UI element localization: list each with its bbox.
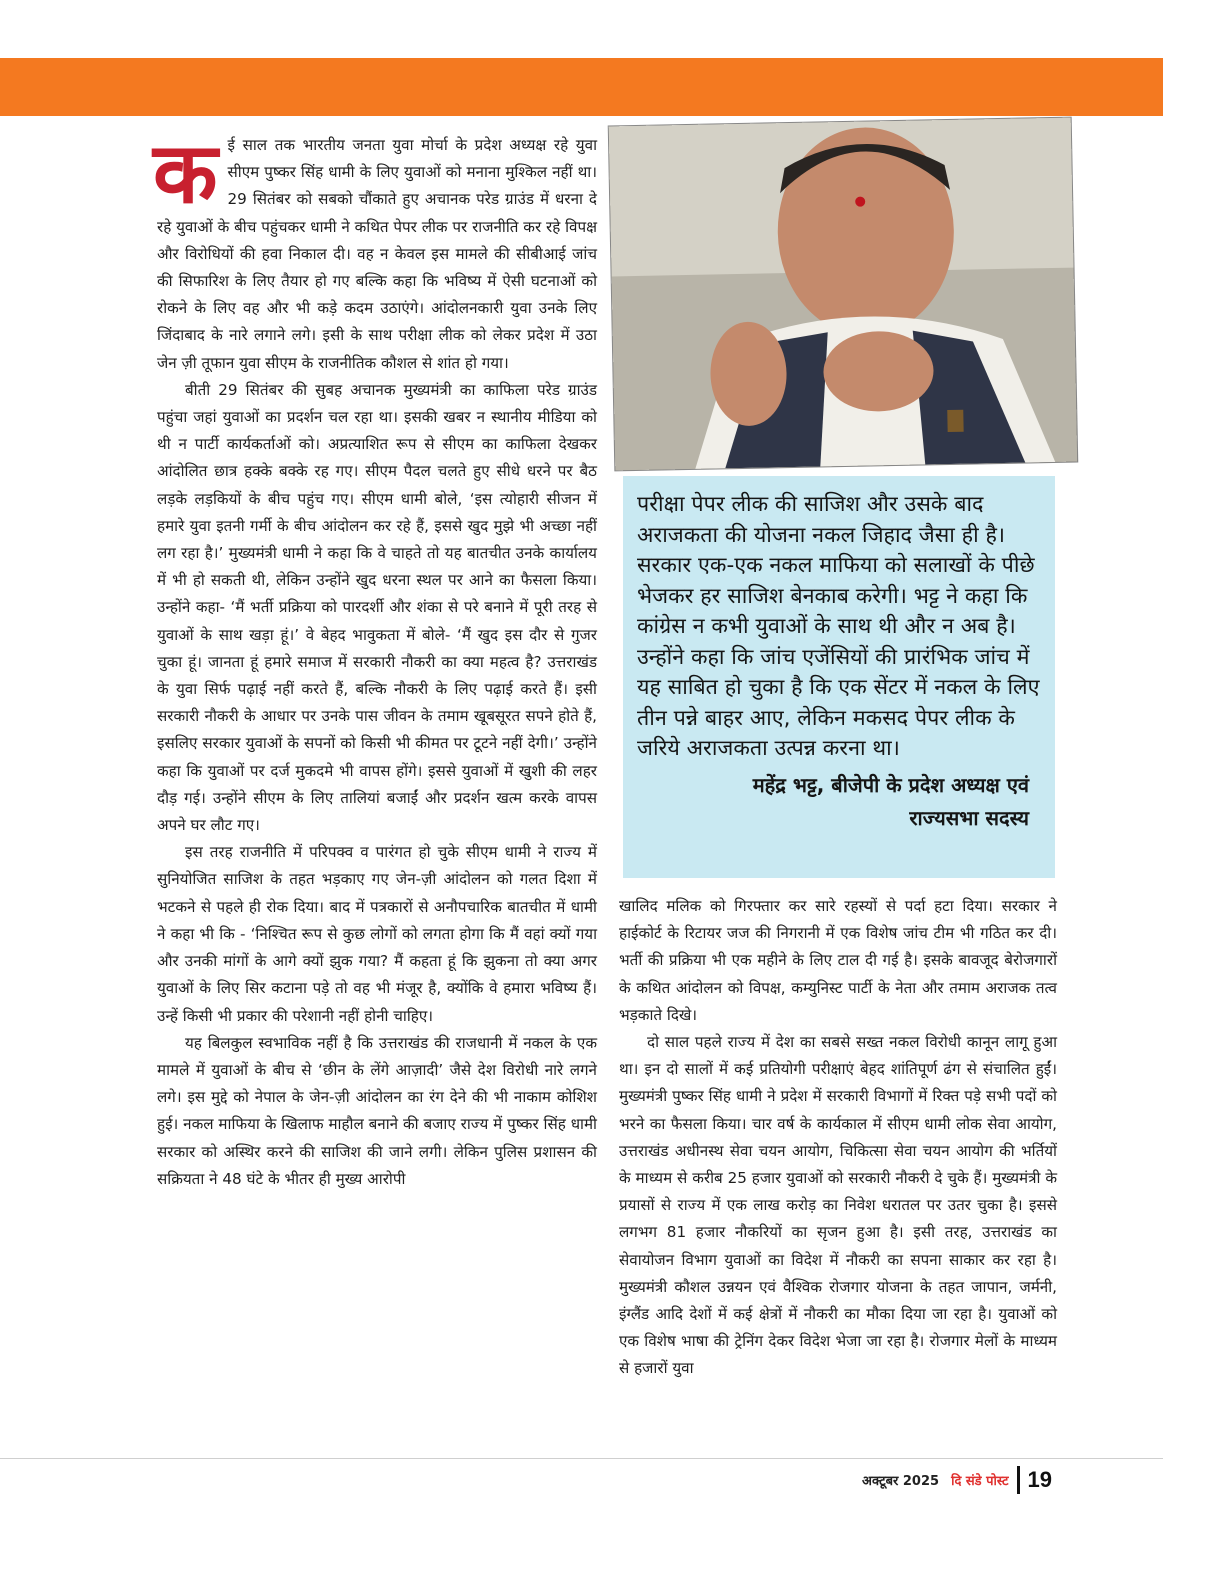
pull-quote-attribution	[637, 769, 1029, 835]
pull-quote-box	[623, 476, 1055, 878]
footer-divider	[0, 1458, 1163, 1459]
article-column-right	[619, 893, 1057, 1383]
page-number: 19	[1027, 1467, 1052, 1492]
attribution-line: महेंद्र भट्ट, बीजेपी के प्रदेश अध्यक्ष एवं	[752, 772, 1029, 797]
article-paragraph: खालिद मलिक को गिरफ्तार कर सारे रहस्यों से पर्दा हटा दिया। सरकार ने हाईकोर्ट के रिटायर जज की निगरानी में एक विशेष जांच टीम भी गठित कर दी। भर्ती की प्रक्रिया भी एक महीने के लिए टाल दी गई है। इसके बावजूद बेरोजगारों के कथित आंदोलन को विपक्ष, कम्युनिस्ट पार्टी के नेता और तमाम अराजक तत्व भड़काते दिखे।	[619, 897, 1057, 1024]
footer-separator	[1017, 1466, 1020, 1494]
header-band	[0, 58, 1163, 116]
issue-date: अक्टूबर 2025	[862, 1474, 940, 1489]
article-column-left	[153, 123, 597, 1193]
portrait-illustration	[609, 118, 1078, 471]
article-paragraph: इस तरह राजनीति में परिपक्व व पारंगत हो चुके सीएम धामी ने राज्य में सुनियोजित साजिश के तहत भड़काए गए जेन-ज़ी आंदोलन को गलत दिशा में भटकने से पहले ही रोक दिया। बाद में पत्रकारों से अनौपचारिक बातचीत में धामी ने कहा भी कि - ‘निश्चित रूप से कुछ लोगों को लगता होगा कि मैं वहां क्यों गया और उनकी मांगों के आगे क्यों झुक गया? मैं कहता हूं कि झुकना तो क्या अगर युवाओं के लिए सिर कटाना पड़े तो वह भी मंजूर है, क्योंकि वे हमारा भविष्य हैं। उन्हें किसी भी प्रकार की परेशानी नहीं होनी चाहिए।	[157, 843, 597, 1025]
article-paragraph: बीती 29 सितंबर की सुबह अचानक मुख्यमंत्री का काफिला परेड ग्राउंड पहुंचा जहां युवाओं का प्रदर्शन चल रहा था। इसकी खबर न स्थानीय मीडिया को थी न पार्टी कार्यकर्ताओं को। अप्रत्याशित रूप से सीएम का काफिला देखकर आंदोलित छात्र हक्के बक्के रह गए। सीएम पैदल चलते हुए सीधे धरने पर बैठ लड़के लड़कियों के बीच पहुंच गए। सीएम धामी बोले, ‘इस त्योहारी सीजन में हमारे युवा इतनी गर्मी के बीच आंदोलन कर रहे हैं, इससे खुद मुझे भी अच्छा नहीं लग रहा है।’ मुख्यमंत्री धामी ने कहा कि वे चाहते तो यह बातचीत उनके कार्यालय में भी हो सकती थी, लेकिन उन्होंने खुद धरना स्थल पर आने का फैसला किया। उन्होंने कहा- ‘मैं भर्ती प्रक्रिया को पारदर्शी और शंका से परे बनाने में पूरी तरह से युवाओं के साथ खड़ा हूं।’ वे बेहद भावुकता में बोले- ‘मैं खुद इस दौर से गुजर चुका हूं। जानता हूं हमारे समाज में सरकारी नौकरी का क्या महत्व है? उत्तराखंड के युवा सिर्फ पढ़ाई नहीं करते हैं, बल्कि नौकरी के लिए पढ़ाई करते हैं। इसी सरकारी नौकरी के आधार पर उनके पास जीवन के तमाम खूबसूरत सपने होते हैं, इसलिए सरकार युवाओं के सपनों को किसी भी कीमत पर टूटने नहीं देगी।’ उन्होंने कहा कि युवाओं पर दर्ज मुकदमे भी वापस होंगे। इससे युवाओं में खुशी की लहर दौड़ गई। उन्होंने सीएम के लिए तालियां बजाईं और प्रदर्शन खत्म करके वापस अपने घर लौट गए।	[157, 380, 597, 835]
portrait-photo	[609, 118, 1078, 471]
pull-quote-text: परीक्षा पेपर लीक की साजिश और उसके बाद अराजकता की योजना नकल जिहाद जैसा ही है। सरकार एक-एक नकल माफिया को सलाखों के पीछे भेजकर हर साजिश बेनकाब करेगी। भट्ट ने कहा कि कांग्रेस न कभी युवाओं के साथ थी और न अब है। उन्होंने कहा कि जांच एजेंसियों की प्रारंभिक जांच में यह साबित हो चुका है कि एक सेंटर में नकल के लिए तीन पन्ने बाहर आए, लेकिन मकसद पेपर लीक के जरिये अराजकता उत्पन्न करना था।	[637, 492, 1040, 761]
publication-logo: दि संडे पोस्ट	[951, 1474, 1009, 1489]
page-footer	[862, 1466, 1052, 1494]
paragraph-text: ई साल तक भारतीय जनता युवा मोर्चा के प्रदेश अध्यक्ष रहे युवा सीएम पुष्कर सिंह धामी के लिए युवाओं को मनाना मुश्किल नहीं था। 29 सितंबर को सबको चौंकाते हुए अचानक परेड ग्राउंड में धरना दे रहे युवाओं के बीच पहुंचकर धामी ने कथित पेपर लीक पर राजनीति कर रहे विपक्ष और विरोधियों की हवा निकाल दी। वह न केवल इस मामले की सीबीआई जांच की सिफारिश के लिए तैयार हो गए बल्कि कहा कि भविष्य में ऐसी घटनाओं को रोकने के लिए वह और भी कड़े कदम उठाएंगे। आंदोलनकारी युवा उनके लिए जिंदाबाद के नारे लगाने लगे। इसी के साथ परीक्षा लीक को लेकर प्रदेश में उठा जेन ज़ी तूफान युवा सीएम के राजनीतिक कौशल से शांत हो गया।	[157, 136, 597, 372]
article-paragraph: दो साल पहले राज्य में देश का सबसे सख्त नकल विरोधी कानून लागू हुआ था। इन दो सालों में कई प्रतियोगी परीक्षाएं बेहद शांतिपूर्ण ढंग से संचालित हुईं। मुख्यमंत्री पुष्कर सिंह धामी ने प्रदेश में सरकारी विभागों में रिक्त पड़े सभी पदों को भरने का फैसला किया। चार वर्ष के कार्यकाल में सीएम धामी लोक सेवा आयोग, उत्तराखंड अधीनस्थ सेवा चयन आयोग, चिकित्सा सेवा चयन आयोग की भर्तियों के माध्यम से करीब 25 हजार युवाओं को सरकारी नौकरी दे चुके हैं। मुख्यमंत्री के प्रयासों से राज्य में एक लाख करोड़ का निवेश धरातल पर उतर चुका है। इससे लगभग 81 हजार नौकरियों का सृजन हुआ है। इसी तरह, उत्तराखंड का सेवायोजन विभाग युवाओं का विदेश में नौकरी का सपना साकार कर रहा है। मुख्यमंत्री कौशल उन्नयन एवं वैश्विक रोजगार योजना के तहत जापान, जर्मनी, इंग्लैंड आदि देशों में कई क्षेत्रों में नौकरी का मौका दिया जा रहा है। युवाओं को एक विशेष भाषा की ट्रेनिंग देकर विदेश भेजा जा रहा है। रोजगार मेलों के माध्यम से हजारों युवा	[619, 1033, 1057, 1378]
attribution-line: राज्यसभा सदस्य	[909, 805, 1029, 830]
article-paragraph: यह बिलकुल स्वभाविक नहीं है कि उत्तराखंड की राजधानी में नकल के एक मामले में युवाओं के बीच से ‘छीन के लेंगे आज़ादी’ जैसे देश विरोधी नारे लगने लगे। इस मुद्दे को नेपाल के जेन-ज़ी आंदोलन का रंग देने की भी नाकाम कोशिश हुई। नकल माफिया के खिलाफ माहौल बनाने की बजाए राज्य में पुष्कर सिंह धामी सरकार को अस्थिर करने की साजिश की जाने लगी। लेकिन पुलिस प्रशासन की सक्रियता ने 48 घंटे के भीतर ही मुख्य आरोपी	[157, 1033, 597, 1188]
article-paragraph	[153, 123, 597, 377]
drop-cap: क	[153, 123, 218, 222]
